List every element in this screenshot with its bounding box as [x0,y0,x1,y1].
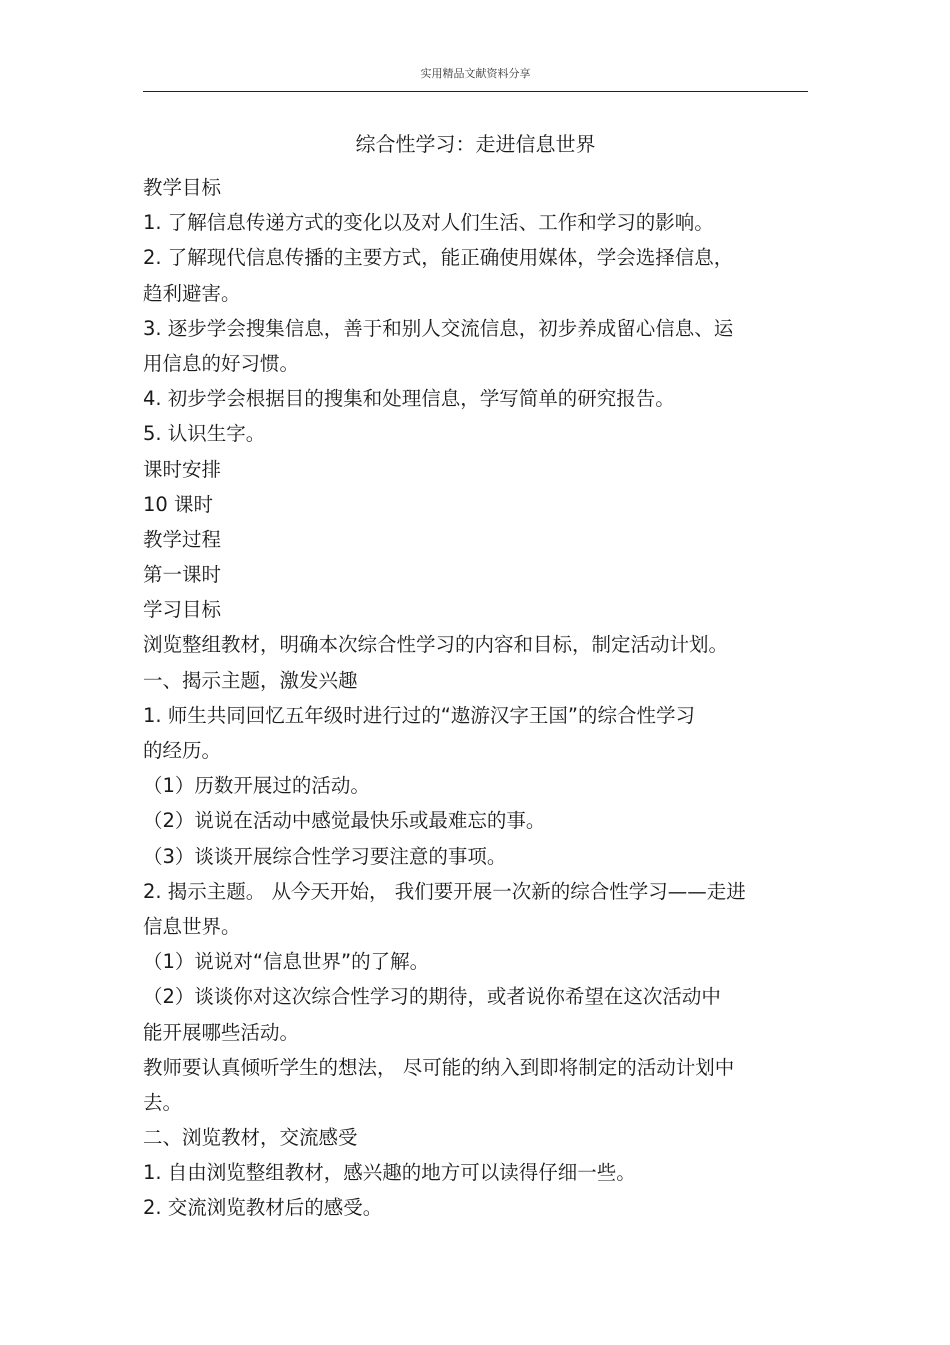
text-line: 去。 [143,1090,183,1114]
text-line: 教师要认真倾听学生的想法， 尽可能的纳入到即将制定的活动计划中 [143,1055,735,1079]
header-rule [143,91,808,92]
text-line: 1. 了解信息传递方式的变化以及对人们生活、工作和学习的影响。 [143,211,714,235]
text-line: 二、浏览教材，交流感受 [143,1126,358,1150]
text-line: 能开展哪些活动。 [143,1020,300,1044]
text-line: 第一课时 [143,563,222,587]
text-line: 4. 初步学会根据目的搜集和处理信息，学写简单的研究报告。 [143,387,675,411]
text-line: 的经历。 [143,739,222,762]
text-line: （3）谈谈开展综合性学习要注意的事项。 [143,844,507,868]
text-line: 10 课时 [143,492,214,516]
text-line: 信息世界。 [143,914,241,938]
text-line: （2）谈谈你对这次综合性学习的期待，或者说你希望在这次活动中 [143,985,721,1009]
text-line: 3. 逐步学会搜集信息，善于和别人交流信息，初步养成留心信息、运 [143,316,734,340]
text-line: （2）说说在活动中感觉最快乐或最难忘的事。 [143,809,546,833]
text-line: 学习目标 [143,598,222,622]
text-line: 2. 揭示主题。 从今天开始， 我们要开展一次新的综合性学习——走进 [143,879,746,903]
text-line: 教学过程 [143,527,222,551]
text-line: 2. 了解现代信息传播的主要方式，能正确使用媒体，学会选择信息， [143,246,734,270]
page-header: 实用精品文献资料分享 [420,67,531,80]
document-body [143,170,808,1226]
text-line: 用信息的好习惯。 [143,351,300,375]
text-line: 一、揭示主题，激发兴趣 [143,668,358,692]
document-title: 综合性学习：走进信息世界 [355,132,596,156]
text-line: （1）说说对“信息世界”的了解。 [143,950,430,974]
text-line: 5. 认识生字。 [143,422,266,446]
text-line: 教学目标 [143,176,222,199]
text-line: 1. 师生共同回忆五年级时进行过的“遨游汉字王国”的综合性学习 [143,703,696,727]
text-line: 2. 交流浏览教材后的感受。 [143,1196,383,1220]
text-line: 趋利避害。 [143,281,241,305]
text-line: 课时安排 [143,457,222,481]
text-line: （1）历数开展过的活动。 [143,774,370,798]
text-line: 浏览整组教材，明确本次综合性学习的内容和目标，制定活动计划。 [143,633,729,657]
text-line: 1. 自由浏览整组教材，感兴趣的地方可以读得仔细一些。 [143,1161,636,1185]
